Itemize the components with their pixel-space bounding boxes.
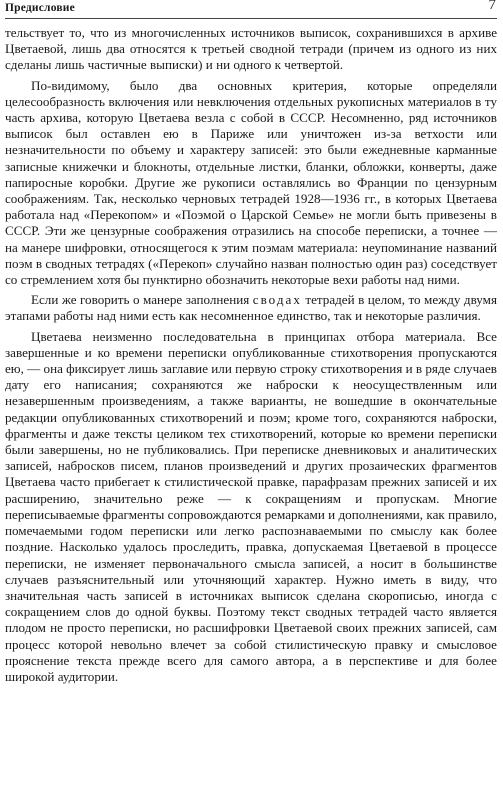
paragraph-1: тельствует то, что из многочисленных источников выписок, сохранившихся в архиве Цветаевой, лишь два относятся к третьей сводной тетради (причем из одного из них сделаны лишь частичные выписки) и ни одного к четвертой. bbox=[5, 25, 497, 73]
page-number: 7 bbox=[488, 0, 496, 13]
paragraph-4: Цветаева неизменно последовательна в принципах отбора материала. Все завершенные и ко времени переписки опубликованные стихотворения пропускаются ею, — она фиксирует лишь заглавие или первую строку стихотворения и в ряде случаев дату его написания; сохраняются же наброски к неосуществленным или незавершенным произведениям, а также варианты, не вошедшие в окончательные редакции опубликованных стихотворений и поэм; кроме того, сохраняются наброски, фрагменты и даже тексты целиком тех стихотворений, которые ко времени переписки были завершены, но не публиковались. При переписке дневниковых и аналитических записей, набросков писем, планов произведений и других прозаических фрагментов Цветаева часто прибегает к стилистической правке, парафразам прежних записей и их расширению, значительно реже — к сокращениям и пропускам. Многие переписываемые фрагменты сопровождаются ремарками и дополнениями, как правило, помечаемыми годом переписки или легко распознаваемыми по смыслу как более поздние. Насколько удалось проследить, правка, допускаемая Цветаевой в процессе переписки, не изменяет первоначального смысла записей, а носит в большинстве случаев разъяснительный или уточняющий характер. Нужно иметь в виду, что значительная часть записей в источниках выписок сделана скорописью, иногда с сокращением слов до одной буквы. Поэтому текст сводных тетрадей часто является плодом не просто переписки, но расшифровки Цветаевой своих прежних записей, сам процесс которой невольно влечет за собой стилистическую правку и смысловое прояснение текста прежде всего для самого автора, а в перспективе и для более широкой аудитории. bbox=[5, 328, 497, 684]
spaced-emphasis: сводах bbox=[252, 292, 302, 308]
body-text bbox=[5, 25, 497, 685]
running-title: Предисловие bbox=[5, 2, 75, 14]
paragraph-2: По-видимому, было два основных критерия, которые определяли целесообразность включения или невключения отдельных рукописных материалов в ту часть архива, которую Цветаева везла с собой в СССР. Несомненно, ряд источников выписок был оставлен ею в Париже или уничтожен из-за ветхости или незначительности по объему и характеру записей: это были ежедневные карманные записные книжечки и блокноты, отдельные листки, бланки, обложки, конверты, даже папиросные коробки. Другие же рукописи оставлялись во Франции по цензурным соображениям. Так, несколько черновых тетрадей 1928—1936 гг., в которых Цветаева работала над «Перекопом» и «Поэмой о Царской Семье» не могли быть привезены в СССР. Эти же цензурные соображения отразились на способе переписки, а точнее — на манере шифровки, относящегося к этим поэмам материала: неупоминание названий поэм в сводных тетрадях («Перекоп» случайно назван полностью один раз) соседствует со стремлением хотя бы пунктирно обозначить некоторые вехи работы над ними. bbox=[5, 77, 497, 288]
paragraph-3-tail: тетрадей в целом, то между двумя этапами работы над ними есть как несомненное единство, так и некоторые различия. bbox=[5, 292, 497, 324]
paragraph-3 bbox=[5, 292, 497, 324]
running-header bbox=[5, 0, 497, 19]
paragraph-3-lead: Если же говорить о манере заполнения bbox=[31, 292, 253, 308]
